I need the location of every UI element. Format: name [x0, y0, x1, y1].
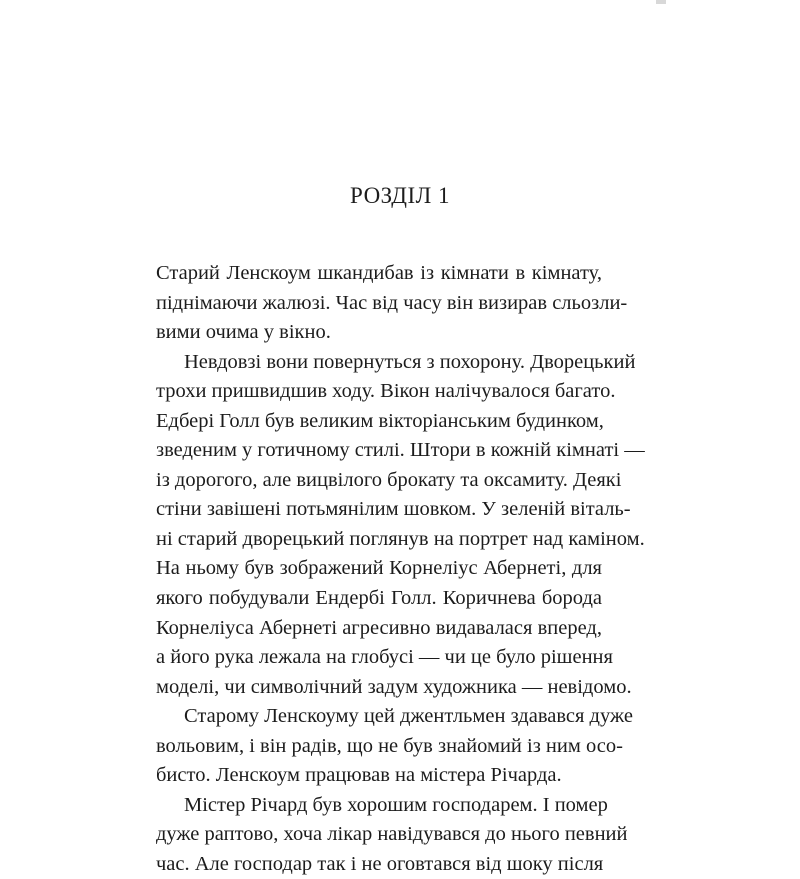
page-corner-mark	[656, 0, 666, 4]
text-line: бисто. Ленскоум працював на містера Річарда.	[156, 764, 562, 787]
paragraph	[156, 259, 628, 348]
text-line: Містер Річард був хорошим господарем. І помер	[184, 793, 608, 816]
paragraph	[156, 791, 628, 879]
text-line: Корнеліуса Абернеті агресивно видавалася вперед,	[156, 616, 602, 639]
chapter-title: РОЗДІЛ 1	[350, 183, 450, 208]
text-line: Старий Ленскоум шкандибав із кімнати в кімнату,	[156, 262, 602, 284]
text-line: стіни завішені потьмянілим шовком. У зеленій віталь-	[156, 498, 631, 521]
text-line: моделі, чи символічний задум художника — невідомо.	[156, 675, 632, 698]
paragraph	[156, 348, 645, 703]
text-line: вими очима у вікно.	[156, 321, 331, 344]
text-line: На ньому був зображений Корнеліус Абернеті, для	[156, 557, 602, 580]
text-line: дуже раптово, хоча лікар навідувався до нього певний	[156, 823, 628, 846]
text-line: ні старий дворецький поглянув на портрет над каміном.	[156, 527, 645, 550]
text-line: Невдовзі вони повернуться з похорону. Дворецький	[184, 350, 636, 373]
text-line: піднімаючи жалюзі. Час від часу він визирав сльозли-	[156, 291, 628, 314]
text-line: із дорогого, але вицвілого брокату та оксамиту. Деякі	[156, 468, 622, 491]
text-line: зведеним у готичному стилі. Штори в кожній кімнаті —	[156, 439, 645, 462]
text-line: вольовим, і він радів, що не був знайомий із ним осо-	[156, 734, 623, 757]
body-text	[156, 259, 645, 879]
text-line: час. Але господар так і не оговтався від шоку після	[156, 852, 604, 875]
text-line: трохи пришвидшив ходу. Вікон налічувалося багато.	[156, 380, 616, 403]
text-line: Едбері Голл був великим вікторіанським будинком,	[156, 409, 604, 432]
text-line: Старому Ленскоуму цей джентльмен здавався дуже	[184, 705, 633, 728]
paragraph	[156, 702, 633, 791]
text-line: а його рука лежала на глобусі — чи це було рішення	[156, 646, 613, 669]
text-line: якого побудували Ендербі Голл. Коричнева борода	[156, 587, 602, 610]
